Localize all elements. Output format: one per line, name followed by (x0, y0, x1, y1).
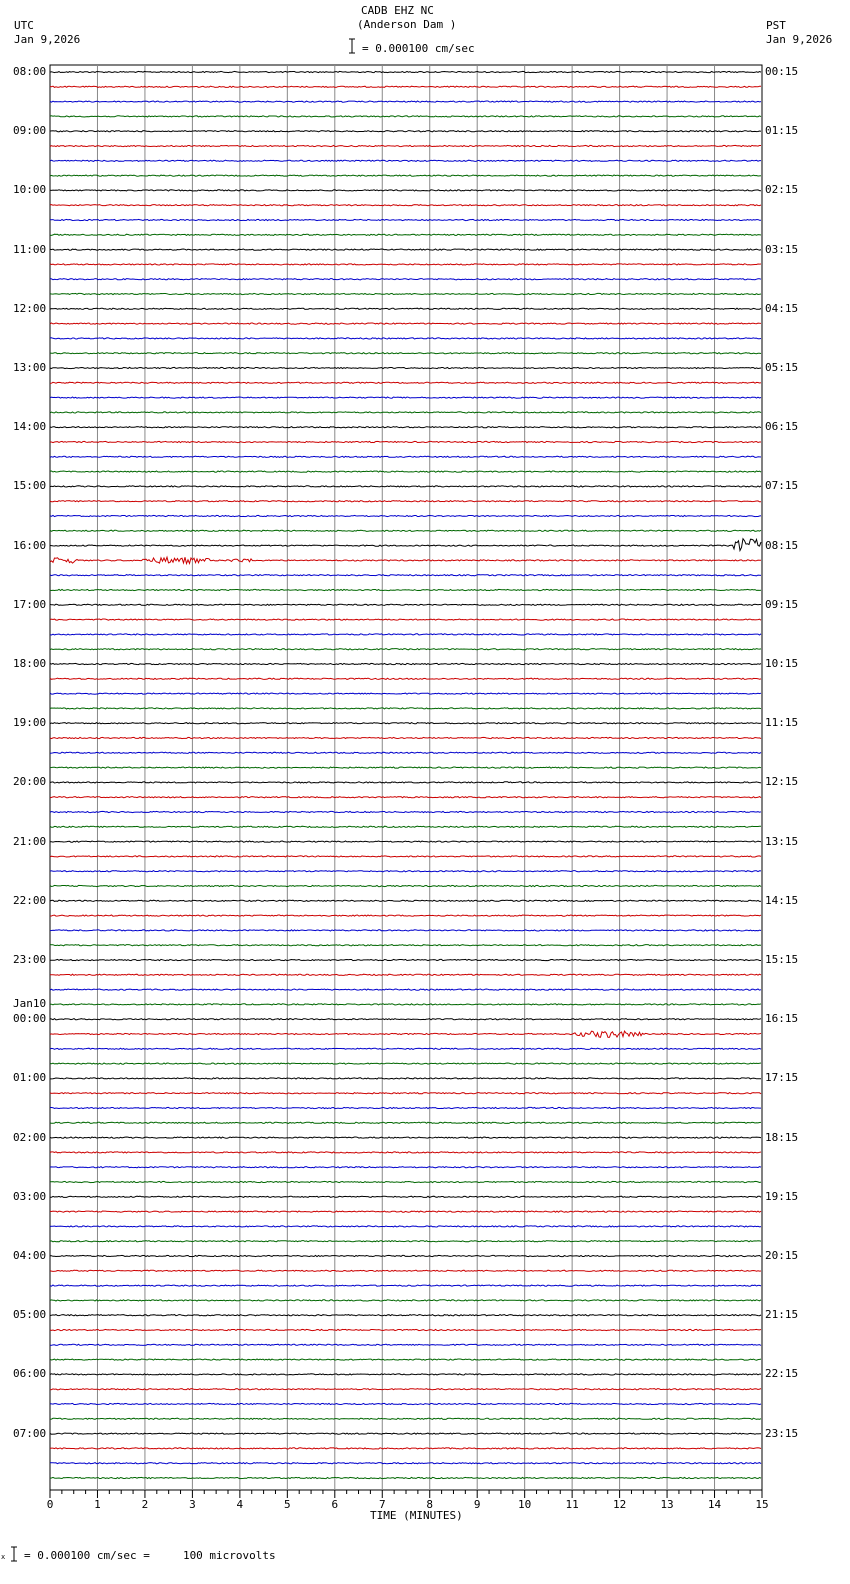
seismic-trace (50, 693, 761, 694)
right-timezone: PST (766, 19, 786, 32)
pst-hour-label: 15:15 (765, 953, 799, 966)
seismic-trace (50, 856, 761, 857)
seismic-trace (50, 1477, 761, 1478)
pst-hour-label: 09:15 (765, 597, 799, 611)
left-timezone: UTC (14, 19, 34, 32)
pst-hour-label: 00:15 (765, 65, 799, 78)
seismic-trace (50, 557, 761, 563)
seismic-trace (50, 959, 761, 960)
seismic-trace (50, 515, 761, 516)
seismic-trace (50, 338, 761, 339)
x-axis-label: TIME (MINUTES) (370, 1509, 463, 1522)
seismic-trace (50, 131, 761, 132)
pst-hour-label: 02:15 (765, 183, 799, 197)
seismic-trace (50, 293, 761, 294)
seismic-trace (50, 264, 761, 265)
x-tick-label: 12 (612, 1498, 627, 1511)
pst-hour-label: 21:15 (765, 1308, 799, 1322)
seismic-trace (50, 175, 761, 176)
seismic-trace (50, 885, 761, 886)
seismic-trace (50, 752, 761, 753)
calibration-text: = 0.000100 cm/sec = 100 microvolts (24, 1549, 276, 1562)
seismic-trace (50, 900, 761, 901)
utc-hour-label: 06:00 (13, 1367, 47, 1381)
seismic-trace (50, 708, 761, 709)
pst-hour-label: 04:15 (765, 301, 799, 315)
seismic-trace (50, 1374, 761, 1375)
x-tick-label: 5 (284, 1498, 291, 1511)
seismic-trace (50, 116, 761, 117)
x-tick-label: 14 (707, 1498, 722, 1511)
seismic-trace (50, 989, 761, 990)
trace-group (50, 71, 761, 1478)
utc-hour-label: 01:00 (13, 1071, 47, 1085)
seismic-trace (50, 871, 761, 872)
seismic-trace (50, 1167, 761, 1168)
pst-hour-label: 14:15 (765, 893, 799, 907)
utc-hour-label: 03:00 (13, 1189, 47, 1203)
seismic-trace (50, 1344, 761, 1345)
utc-hour-label: 15:00 (13, 479, 47, 493)
x-axis (47, 1490, 769, 1511)
utc-hour-label: 20:00 (13, 775, 47, 789)
x-tick-label: 15 (755, 1498, 769, 1511)
left-date: Jan 9,2026 (14, 33, 81, 46)
seismic-trace (50, 308, 761, 309)
seismic-trace (50, 1137, 761, 1138)
x-tick-label: 6 (331, 1498, 339, 1511)
x-tick-label: 1 (94, 1498, 101, 1511)
seismic-trace (50, 767, 761, 768)
seismic-trace (50, 1122, 761, 1123)
x-tick-label: 13 (660, 1498, 674, 1511)
utc-hour-label: 02:00 (13, 1130, 47, 1144)
seismic-trace (50, 1107, 761, 1108)
seismic-trace (50, 1241, 761, 1242)
seismic-trace (50, 1418, 761, 1419)
utc-day-change-label: Jan10 (13, 997, 47, 1011)
seismic-trace (50, 160, 761, 161)
pst-hour-label: 08:15 (765, 538, 799, 552)
seismic-trace (50, 486, 761, 487)
seismic-trace (50, 205, 761, 206)
seismic-trace (50, 1019, 761, 1020)
seismic-trace (50, 841, 761, 842)
seismic-trace (50, 249, 761, 250)
pst-hour-label: 19:15 (765, 1189, 799, 1203)
pst-hour-label: 06:15 (765, 420, 799, 434)
utc-hour-label: 12:00 (13, 301, 47, 315)
seismic-trace (50, 930, 761, 931)
seismic-trace (50, 634, 761, 635)
pst-hour-label: 17:15 (765, 1071, 799, 1085)
utc-hour-label: 19:00 (13, 716, 47, 730)
seismic-trace (50, 145, 761, 146)
seismic-trace (50, 974, 761, 975)
seismic-trace (50, 71, 761, 72)
seismic-trace (50, 1285, 761, 1286)
seismic-trace (50, 663, 761, 664)
seismic-trace (50, 1078, 761, 1079)
station-title: CADB EHZ NC (361, 4, 434, 17)
seismic-trace (50, 539, 761, 551)
scale-text: = 0.000100 cm/sec (362, 42, 475, 55)
utc-hour-label: 18:00 (13, 657, 47, 670)
utc-hour-label: 10:00 (13, 183, 47, 197)
seismic-trace (50, 1270, 761, 1271)
pst-hour-label: 03:15 (765, 242, 799, 256)
seismic-trace (50, 367, 761, 368)
seismic-trace (50, 86, 761, 87)
seismic-trace (50, 382, 761, 383)
seismic-trace (50, 1063, 761, 1064)
seismic-trace (50, 915, 761, 916)
utc-hour-label: 09:00 (13, 124, 47, 138)
calibration-bar-icon (0, 1546, 20, 1562)
pst-hour-label: 01:15 (765, 124, 799, 138)
seismic-trace (50, 1196, 761, 1197)
seismic-trace (50, 279, 761, 280)
x-tick-label: 9 (473, 1498, 481, 1511)
seismic-trace (50, 323, 761, 324)
seismic-trace (50, 1329, 761, 1330)
x-tick-label: 7 (378, 1498, 386, 1511)
right-date: Jan 9,2026 (766, 33, 833, 46)
x-tick-label: 11 (565, 1498, 579, 1511)
seismic-trace (50, 1389, 761, 1390)
seismic-trace (50, 1048, 761, 1049)
x-tick-label: 2 (141, 1498, 149, 1511)
pst-hour-label: 18:15 (765, 1130, 799, 1144)
seismic-trace (50, 530, 761, 531)
x-tick-label: 3 (189, 1498, 196, 1511)
utc-hour-label: 23:00 (13, 953, 47, 966)
seismic-trace (50, 441, 761, 442)
pst-hour-label: 20:15 (765, 1249, 799, 1262)
seismic-trace (50, 737, 761, 738)
seismic-trace (50, 1093, 761, 1094)
pst-hour-label: 07:15 (765, 479, 799, 493)
seismic-trace (50, 219, 761, 220)
seismic-trace (50, 1004, 761, 1005)
x-tick-label: 8 (426, 1498, 434, 1511)
pst-hour-label: 10:15 (765, 657, 799, 670)
utc-hour-label: 21:00 (13, 834, 47, 848)
seismic-trace (50, 427, 761, 428)
x-tick-label: 0 (46, 1498, 54, 1511)
pst-hour-label: 13:15 (765, 834, 799, 848)
seismic-trace (50, 471, 761, 472)
pst-hour-label: 23:15 (765, 1426, 799, 1440)
utc-hour-label: 05:00 (13, 1308, 47, 1322)
utc-hour-label: 07:00 (13, 1426, 47, 1440)
seismic-trace (50, 353, 761, 354)
seismic-trace (50, 397, 761, 398)
seismic-trace (50, 412, 761, 413)
seismic-trace (50, 678, 761, 679)
seismic-trace (50, 649, 761, 650)
seismic-trace (50, 723, 761, 724)
pst-hour-label: 22:15 (765, 1367, 799, 1381)
seismic-trace (50, 190, 761, 191)
pst-hour-label: 11:15 (765, 716, 799, 730)
seismic-trace (50, 101, 761, 102)
utc-hour-label: 14:00 (13, 420, 47, 434)
scale-bar-icon (348, 38, 356, 54)
seismic-trace (50, 1152, 761, 1153)
seismic-trace (50, 501, 761, 502)
utc-hour-label: 17:00 (13, 597, 47, 611)
seismic-trace (50, 1448, 761, 1449)
utc-hour-label: 11:00 (13, 242, 47, 256)
utc-hour-label: 00:00 (13, 1012, 47, 1026)
seismic-trace (50, 1403, 761, 1404)
utc-hour-label: 13:00 (13, 361, 47, 374)
utc-hour-label: 22:00 (13, 893, 47, 907)
seismic-trace (50, 619, 761, 620)
seismic-trace (50, 1255, 761, 1256)
seismic-trace (50, 1359, 761, 1360)
x-tick-label: 10 (518, 1498, 532, 1511)
seismic-trace (50, 1211, 761, 1212)
pst-hour-label: 16:15 (765, 1012, 799, 1026)
seismic-trace (50, 604, 761, 605)
seismic-trace (50, 1031, 761, 1037)
seismic-trace (50, 456, 761, 457)
seismic-trace (50, 575, 761, 576)
seismic-trace (50, 1181, 761, 1182)
seismic-trace (50, 811, 761, 812)
seismic-trace (50, 782, 761, 783)
utc-hour-label: 16:00 (13, 538, 47, 552)
seismic-trace (50, 234, 761, 235)
seismic-trace (50, 945, 761, 946)
seismic-trace (50, 1463, 761, 1464)
x-tick-label: 4 (236, 1498, 244, 1511)
utc-hour-label: 04:00 (13, 1249, 47, 1262)
seismic-trace (50, 1315, 761, 1316)
seismic-trace (50, 797, 761, 798)
station-location: (Anderson Dam ) (357, 18, 457, 31)
seismic-trace (50, 1226, 761, 1227)
seismic-trace (50, 589, 761, 590)
seismic-trace (50, 1433, 761, 1434)
seismic-trace (50, 1300, 761, 1301)
pst-hour-label: 05:15 (765, 361, 799, 374)
pst-hour-label: 12:15 (765, 775, 799, 789)
seismic-trace (50, 826, 761, 827)
utc-hour-label: 08:00 (13, 65, 47, 78)
svg-text:x: x (1, 1553, 6, 1561)
